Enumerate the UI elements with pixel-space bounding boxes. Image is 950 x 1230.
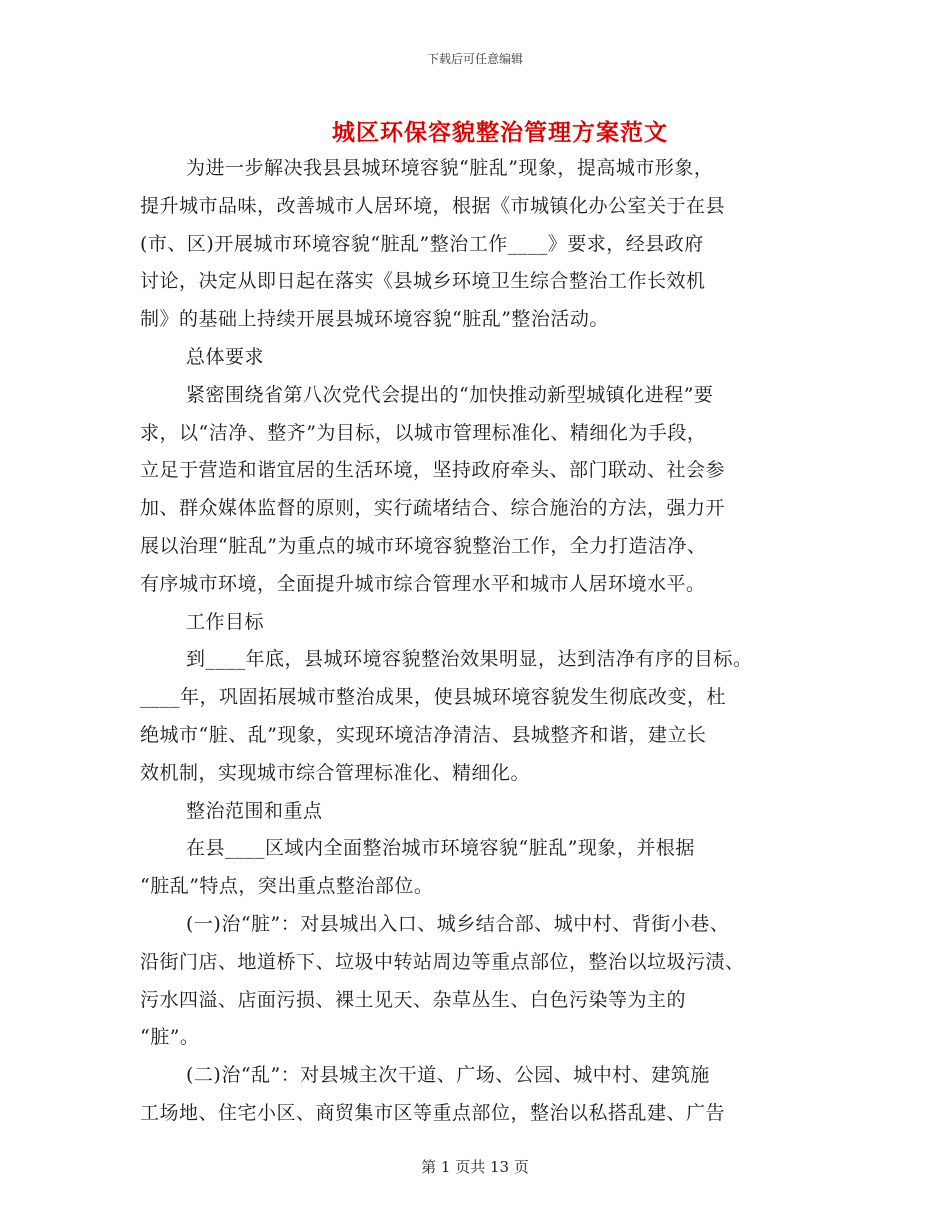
text-line: 为进一步解决我县县城环境容貌“脏乱”现象，提高城市形象，: [186, 157, 714, 179]
text-line: 污水四溢、店面污损、裸土见天、杂草丛生、白色污染等为主的: [140, 988, 687, 1011]
text-line: 整治范围和重点: [186, 799, 323, 822]
text-line: 沿街门店、地道桥下、垃圾中转站周边等重点部位，整治以垃圾污渍、: [140, 950, 745, 973]
text-line: 加、群众媒体监督的原则，实行疏堵结合、综合施治的方法，强力开: [140, 497, 726, 520]
text-line: 在县____区域内全面整治城市环境容貌“脏乱”现象，并根据: [186, 837, 695, 860]
text-line: 到____年底，县城环境容貌整治效果明显，达到洁净有序的目标。: [186, 648, 753, 671]
text-line: 提升城市品味，改善城市人居环境，根据《市城镇化办公室关于在县: [140, 194, 726, 217]
text-line: “脏乱”特点，突出重点整治部位。: [140, 875, 434, 898]
document-title: 城区环保容貌整治管理方案范文: [332, 119, 668, 146]
text-line: 工场地、住宅小区、商贸集市区等重点部位，整治以私搭乱建、广告: [140, 1101, 726, 1124]
text-line: 讨论，决定从即日起在落实《县城乡环境卫生综合整治工作长效机: [140, 270, 706, 293]
text-line: 总体要求: [186, 345, 265, 368]
text-line: “脏”。: [140, 1026, 200, 1049]
text-line: 绝城市“脏、乱”现象，实现环境洁净清洁、县城整齐和谐，建立长: [140, 723, 707, 746]
text-line: (二)治“乱”：对县城主次干道、广场、公园、城中村、建筑施: [186, 1064, 710, 1087]
text-line: 展以治理“脏乱”为重点的城市环境容貌整治工作，全力打造洁净、: [140, 534, 707, 557]
text-line: 紧密围绕省第八次党代会提出的“加快推动新型城镇化进程”要: [186, 383, 714, 406]
text-line: 工作目标: [186, 610, 265, 633]
text-line: 效机制，实现城市综合管理标准化、精细化。: [140, 761, 531, 784]
text-line: ____年，巩固拓展城市整治成果，使县城环境容貌发生彻底改变，杜: [140, 686, 727, 709]
page-header: 下载后可任意编辑: [426, 52, 523, 66]
text-line: 制》的基础上持续开展县城环境容貌“脏乱”整治活动。: [140, 308, 609, 331]
text-line: 求，以“洁净、整齐”为目标，以城市管理标准化、精细化为手段，: [140, 421, 707, 444]
document-body: [140, 150, 820, 1133]
text-line: 立足于营造和谐宜居的生活环境，坚持政府牵头、部门联动、社会参: [140, 459, 726, 482]
page-footer: 第 1 页共 13 页: [421, 1158, 529, 1176]
text-line: (市、区)开展城市环境容貌“脏乱”整治工作____》要求，经县政府: [140, 232, 704, 255]
text-line: 有序城市环境，全面提升城市综合管理水平和城市人居环境水平。: [140, 572, 706, 595]
text-line: (一)治“脏”：对县城出入口、城乡结合部、城中村、背街小巷、: [186, 912, 730, 935]
